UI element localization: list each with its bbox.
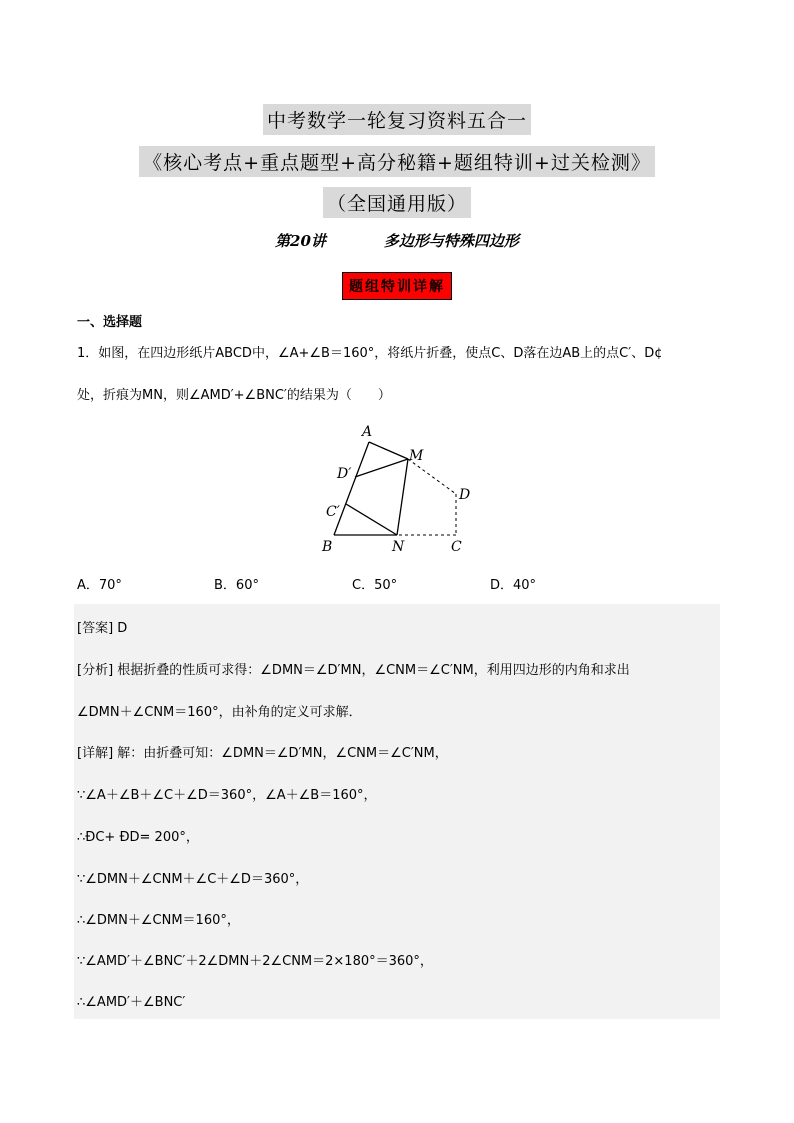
edge-md-dashed — [408, 459, 456, 494]
lecture-heading — [0, 230, 794, 251]
edge-ab — [334, 442, 369, 535]
edge-dm — [355, 459, 408, 477]
option-d[interactable]: D．40° — [490, 578, 537, 593]
edition-label: （全国通用版） — [0, 187, 794, 218]
main-title: 中考数学一轮复习资料五合一 — [0, 104, 794, 135]
detail-line-7: ∴∠AMD′＋∠BNC′ — [77, 995, 186, 1010]
option-c[interactable]: C．50° — [352, 578, 398, 593]
option-b[interactable]: B．60° — [214, 578, 259, 593]
label-n: N — [392, 539, 405, 555]
question-line-1: 1．如图，在四边形纸片ABCD中，∠A+∠B＝160°，将纸片折叠，使点C、D落在边AB上的点C′、D¢ — [77, 346, 663, 361]
option-a[interactable]: A．70° — [77, 578, 122, 593]
lecture-title: 多边形与特殊四边形 — [383, 232, 519, 250]
label-d-prime: D′ — [337, 466, 352, 482]
analysis-line-1: [分析] 根据折叠的性质可求得：∠DMN＝∠D′MN，∠CNM＝∠C′NM，利用四边形的内角和求出 — [77, 663, 630, 678]
geometry-figure — [310, 418, 490, 563]
label-b: B — [322, 539, 333, 555]
question-line-2: 处，折痕为MN，则∠AMD′+∠BNC′的结果为（ ） — [77, 388, 391, 403]
label-m: M — [409, 448, 424, 464]
label-d: D — [459, 487, 471, 503]
detail-line-4: ∵∠DMN＋∠CNM＋∠C＋∠D＝360°， — [77, 872, 309, 887]
edge-am — [369, 442, 408, 459]
edge-cn — [346, 504, 397, 535]
analysis-line-2: ∠DMN＋∠CNM＝160°，由补角的定义可求解． — [77, 705, 362, 720]
label-c-prime: C′ — [326, 504, 340, 520]
detail-line-1: [详解] 解：由折叠可知：∠DMN＝∠D′MN，∠CNM＝∠C′NM， — [77, 746, 448, 761]
label-a: A — [362, 424, 373, 440]
detail-line-6: ∵∠AMD′＋∠BNC′＋2∠DMN＋2∠CNM＝2×180°＝360°， — [77, 954, 433, 969]
answer-line: [答案] D — [77, 621, 128, 636]
label-c: C — [451, 539, 462, 555]
subtitle: 《核心考点+重点题型+高分秘籍+题组特训+过关检测》 — [0, 146, 794, 177]
detail-line-3: ∴ÐC+ ÐD= 200°， — [77, 830, 199, 845]
section-badge: 题组特训详解 — [342, 272, 452, 300]
detail-line-5: ∴∠DMN＋∠CNM＝160°， — [77, 913, 240, 928]
section-heading: 一、选择题 — [77, 315, 143, 330]
edge-mn — [397, 459, 408, 535]
detail-line-2: ∵∠A＋∠B＋∠C＋∠D＝360°，∠A＋∠B＝160°， — [77, 788, 377, 803]
lecture-number: 第20讲 — [275, 232, 326, 250]
